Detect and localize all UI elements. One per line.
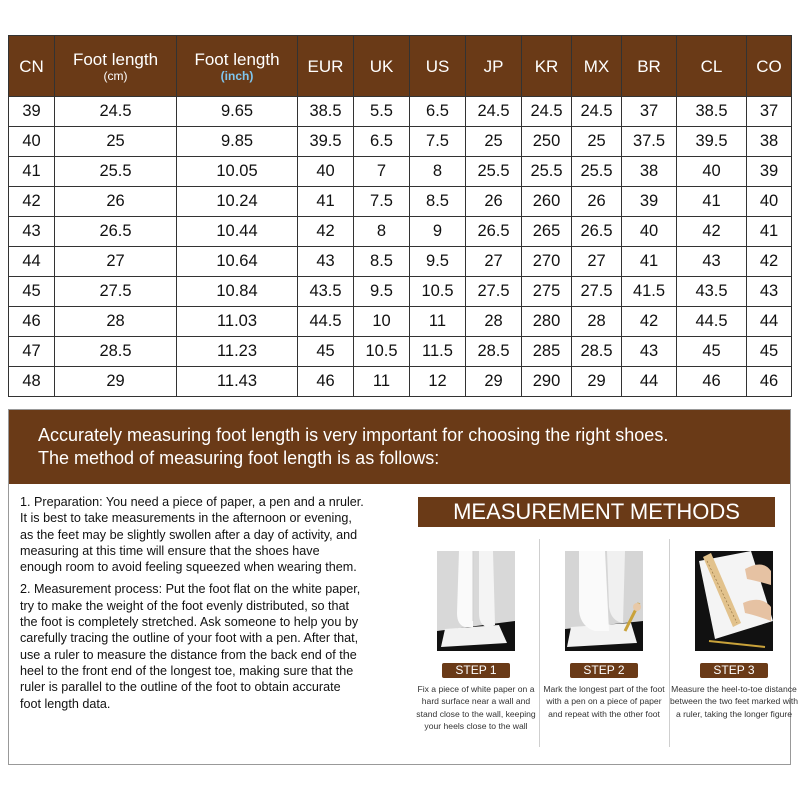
table-cell: 9 [410, 217, 466, 247]
table-cell: 40 [747, 187, 792, 217]
table-row [9, 277, 792, 307]
step-1 [411, 539, 541, 733]
table-row [9, 337, 792, 367]
intro-line-1: Accurately measuring foot length is very important for choosing the right shoes. [38, 425, 669, 445]
table-cell: 10.5 [410, 277, 466, 307]
table-cell: 41 [9, 157, 55, 187]
header-cl: CL [677, 36, 747, 97]
table-cell: 42 [747, 247, 792, 277]
table-cell: 38 [622, 157, 677, 187]
intro-banner [9, 410, 790, 484]
table-cell: 42 [677, 217, 747, 247]
table-cell: 28.5 [466, 337, 522, 367]
table-cell: 42 [9, 187, 55, 217]
table-cell: 27.5 [466, 277, 522, 307]
table-cell: 29 [55, 367, 177, 397]
table-cell: 26.5 [572, 217, 622, 247]
table-row [9, 97, 792, 127]
table-cell: 270 [522, 247, 572, 277]
table-cell: 46 [298, 367, 354, 397]
intro-line-2: The method of measuring foot length is as follows: [38, 448, 440, 468]
table-cell: 28.5 [572, 337, 622, 367]
table-cell: 41 [298, 187, 354, 217]
table-cell: 43 [677, 247, 747, 277]
step-2-text: Mark the longest part of the foot with a pen on a piece of paper and repeat with the other foot [543, 684, 665, 719]
table-cell: 11.5 [410, 337, 466, 367]
table-cell: 41 [677, 187, 747, 217]
table-cell: 250 [522, 127, 572, 157]
table-cell: 46 [747, 367, 792, 397]
table-cell: 8.5 [410, 187, 466, 217]
table-cell: 10.24 [177, 187, 298, 217]
table-cell: 10.64 [177, 247, 298, 277]
table-cell: 26 [572, 187, 622, 217]
table-cell: 260 [522, 187, 572, 217]
table-cell: 40 [9, 127, 55, 157]
step-3-badge: STEP 3 [700, 663, 768, 678]
table-cell: 25.5 [572, 157, 622, 187]
table-cell: 45 [747, 337, 792, 367]
table-row [9, 217, 792, 247]
table-cell: 12 [410, 367, 466, 397]
table-row [9, 367, 792, 397]
header-kr: KR [522, 36, 572, 97]
unit-inch: (inch) [220, 68, 254, 83]
table-cell: 25 [466, 127, 522, 157]
table-cell: 44 [622, 367, 677, 397]
table-cell: 45 [9, 277, 55, 307]
table-cell: 25 [572, 127, 622, 157]
table-cell: 29 [466, 367, 522, 397]
table-cell: 40 [622, 217, 677, 247]
table-cell: 48 [9, 367, 55, 397]
table-cell: 44.5 [677, 307, 747, 337]
header-us: US [410, 36, 466, 97]
table-cell: 45 [677, 337, 747, 367]
table-cell: 11.43 [177, 367, 298, 397]
table-cell: 27 [55, 247, 177, 277]
table-header-row [9, 36, 792, 97]
table-cell: 28.5 [55, 337, 177, 367]
table-cell: 41 [622, 247, 677, 277]
table-cell: 26.5 [55, 217, 177, 247]
table-cell: 43.5 [298, 277, 354, 307]
header-br: BR [622, 36, 677, 97]
table-cell: 8.5 [354, 247, 410, 277]
table-cell: 10 [354, 307, 410, 337]
table-cell: 46 [677, 367, 747, 397]
table-cell: 26.5 [466, 217, 522, 247]
table-row [9, 157, 792, 187]
table-cell: 40 [298, 157, 354, 187]
table-cell: 11 [410, 307, 466, 337]
header-jp: JP [466, 36, 522, 97]
table-cell: 39 [622, 187, 677, 217]
table-cell: 290 [522, 367, 572, 397]
step-3-text: Measure the heel-to-toe distance between the two feet marked with a ruler, taking the longer figure [669, 684, 799, 719]
table-cell: 9.5 [354, 277, 410, 307]
table-cell: 39.5 [298, 127, 354, 157]
ruler-measuring-photo [695, 551, 773, 651]
table-cell: 37 [747, 97, 792, 127]
table-cell: 27.5 [572, 277, 622, 307]
instructions-text [20, 494, 365, 718]
table-cell: 27 [572, 247, 622, 277]
table-cell: 46 [9, 307, 55, 337]
table-cell: 44.5 [298, 307, 354, 337]
unit-cm: (cm) [103, 68, 128, 83]
preparation-paragraph: 1. Preparation: You need a piece of paper, a pen and a nruler. It is best to take measurements in the afternoon or evening, as the feet may be slightly swollen after a day of activity, and measuring at this time will ensure that the shoes have enough room to avoid feeling squeezed when wearing them. [20, 495, 364, 575]
standing-feet-photo [437, 551, 515, 651]
size-chart-table [8, 35, 792, 397]
table-cell: 42 [298, 217, 354, 247]
table-cell: 9.5 [410, 247, 466, 277]
table-cell: 43 [622, 337, 677, 367]
table-row [9, 247, 792, 277]
table-cell: 44 [747, 307, 792, 337]
table-cell: 25.5 [522, 157, 572, 187]
table-cell: 41.5 [622, 277, 677, 307]
table-cell: 38.5 [677, 97, 747, 127]
table-cell: 10.05 [177, 157, 298, 187]
table-cell: 11.03 [177, 307, 298, 337]
tracing-foot-photo [565, 551, 643, 651]
table-cell: 11 [354, 367, 410, 397]
table-cell: 47 [9, 337, 55, 367]
measurement-methods-title: MEASUREMENT METHODS [418, 497, 775, 527]
table-cell: 25 [55, 127, 177, 157]
step-3 [669, 539, 799, 720]
table-cell: 25.5 [55, 157, 177, 187]
table-cell: 6.5 [410, 97, 466, 127]
table-cell: 39.5 [677, 127, 747, 157]
table-cell: 10.84 [177, 277, 298, 307]
table-cell: 39 [747, 157, 792, 187]
table-cell: 28 [466, 307, 522, 337]
table-cell: 27.5 [55, 277, 177, 307]
table-row [9, 187, 792, 217]
table-cell: 37.5 [622, 127, 677, 157]
table-cell: 43 [298, 247, 354, 277]
table-cell: 5.5 [354, 97, 410, 127]
table-cell: 38 [747, 127, 792, 157]
table-cell: 7 [354, 157, 410, 187]
table-cell: 43 [747, 277, 792, 307]
table-cell: 7.5 [354, 187, 410, 217]
table-cell: 29 [572, 367, 622, 397]
table-cell: 7.5 [410, 127, 466, 157]
table-cell: 39 [9, 97, 55, 127]
table-cell: 45 [298, 337, 354, 367]
table-cell: 28 [572, 307, 622, 337]
table-row [9, 307, 792, 337]
table-cell: 28 [55, 307, 177, 337]
table-cell: 41 [747, 217, 792, 247]
table-cell: 40 [677, 157, 747, 187]
table-cell: 27 [466, 247, 522, 277]
table-cell: 24.5 [55, 97, 177, 127]
table-cell: 265 [522, 217, 572, 247]
table-cell: 6.5 [354, 127, 410, 157]
table-cell: 26 [55, 187, 177, 217]
table-cell: 43 [9, 217, 55, 247]
header-foot-length-cm: Foot length (cm) [55, 36, 177, 97]
table-cell: 24.5 [522, 97, 572, 127]
step-2 [539, 539, 669, 720]
header-foot-length-inch: Foot length (inch) [177, 36, 298, 97]
table-cell: 24.5 [466, 97, 522, 127]
step-1-text: Fix a piece of white paper on a hard surface near a wall and stand close to the wall, keeping your heels close to the wall [416, 684, 536, 732]
table-cell: 8 [410, 157, 466, 187]
table-cell: 42 [622, 307, 677, 337]
table-cell: 275 [522, 277, 572, 307]
table-cell: 24.5 [572, 97, 622, 127]
table-cell: 38.5 [298, 97, 354, 127]
table-cell: 10.44 [177, 217, 298, 247]
header-cn: CN [9, 36, 55, 97]
table-cell: 9.85 [177, 127, 298, 157]
measurement-guide-panel [8, 409, 799, 765]
table-cell: 44 [9, 247, 55, 277]
table-cell: 26 [466, 187, 522, 217]
header-uk: UK [354, 36, 410, 97]
table-cell: 25.5 [466, 157, 522, 187]
header-mx: MX [572, 36, 622, 97]
header-eur: EUR [298, 36, 354, 97]
table-row [9, 127, 792, 157]
table-cell: 280 [522, 307, 572, 337]
step-1-badge: STEP 1 [442, 663, 510, 678]
table-cell: 285 [522, 337, 572, 367]
table-cell: 9.65 [177, 97, 298, 127]
table-cell: 10.5 [354, 337, 410, 367]
table-cell: 8 [354, 217, 410, 247]
table-cell: 11.23 [177, 337, 298, 367]
header-co: CO [747, 36, 792, 97]
step-2-badge: STEP 2 [570, 663, 638, 678]
table-cell: 37 [622, 97, 677, 127]
table-cell: 43.5 [677, 277, 747, 307]
process-paragraph: 2. Measurement process: Put the foot flat on the white paper, try to make the weight of the foot evenly distributed, so that the foot is completely stretched. Ask someone to help you by carefully tracing the outline of your foot with a pen. After that, use a ruler to measure the distance from the back end of the heel to the front end of the longest toe, making sure that the ruler is parallel to the outline of the foot to obtain accurate foot length data. [20, 582, 361, 711]
